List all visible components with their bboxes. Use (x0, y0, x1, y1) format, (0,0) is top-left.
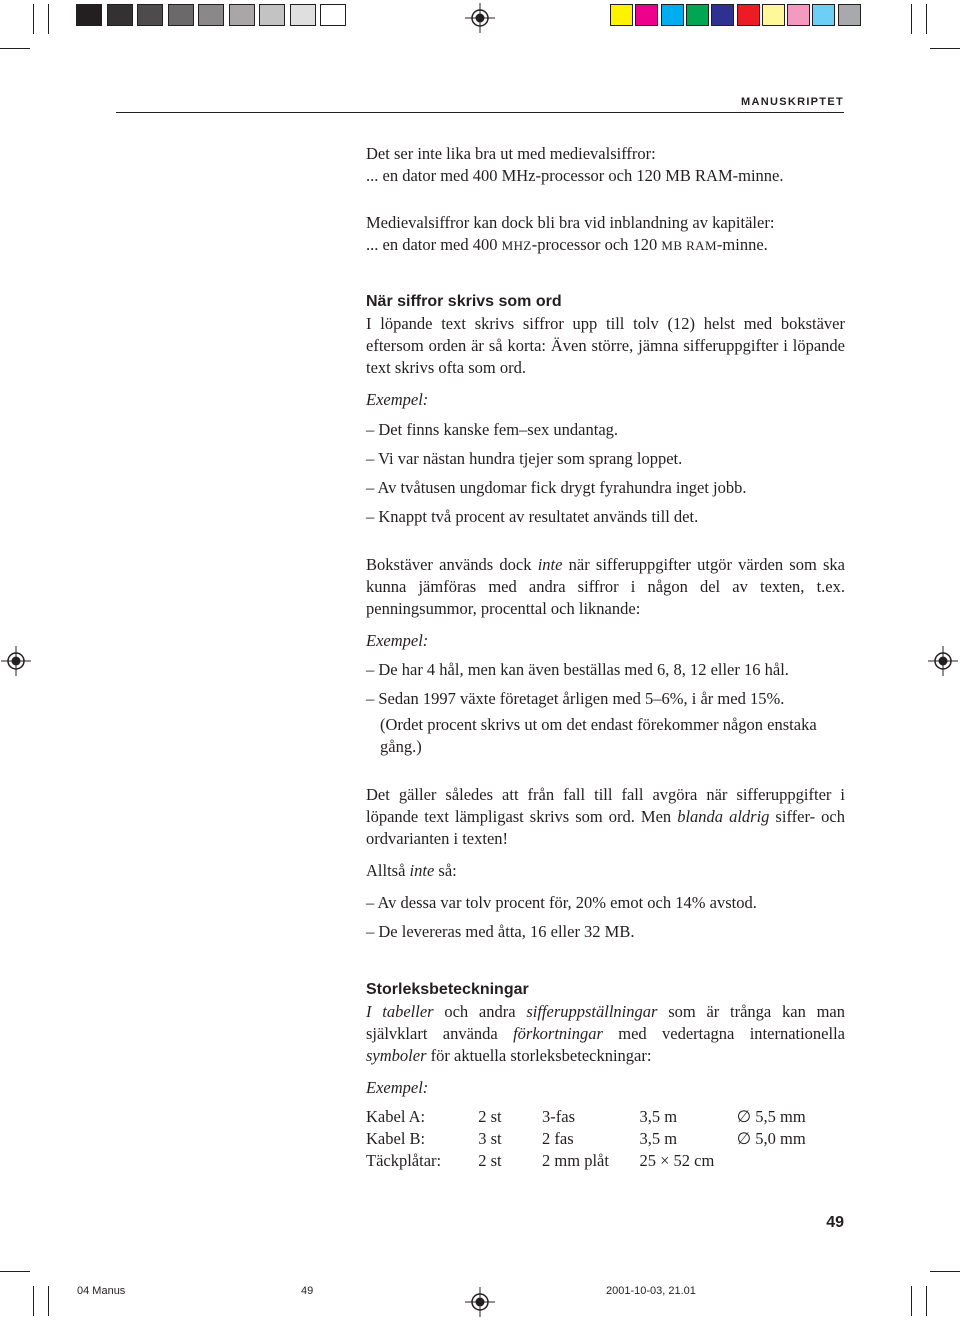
table-cell (737, 1150, 845, 1172)
trim-mark (911, 1286, 912, 1316)
slug-page-number: 49 (301, 1285, 314, 1297)
table-row (366, 1128, 845, 1150)
gray-swatch (259, 4, 285, 26)
gray-swatch (76, 4, 102, 26)
body-text: Alltså inte så: (366, 861, 457, 880)
registration-mark-icon (1, 646, 31, 676)
table-cell: ∅ 5,5 mm (736, 1107, 806, 1126)
table-cell: 3 st (478, 1129, 502, 1148)
table-cell: 3,5 m (639, 1107, 678, 1126)
running-header: MANUSKRIPTET (741, 96, 844, 108)
main-text-column (366, 143, 845, 1172)
trim-mark (911, 4, 912, 34)
example-item: – Knappt två procent av resultatet används till det. (366, 507, 699, 526)
slug-datetime: 2001-10-03, 21.01 (606, 1285, 696, 1297)
body-paragraph: Det gäller således att från fall till fall avgöra när sifferuppgifter i löpande text lämpligast skrivs som ord. Men blanda aldrig siffer- och ordvarianten i texten! (366, 785, 845, 848)
gray-swatch (290, 4, 316, 26)
example-note: (Ordet procent skrivs ut om det endast förekommer någon enstaka gång.) (380, 715, 817, 756)
table-cell: 2 mm plåt (542, 1151, 609, 1170)
color-swatch (787, 4, 810, 26)
example-label: Exempel: (366, 631, 429, 650)
body-paragraph: I löpande text skrivs siffror upp till tolv (12) helst med bokstäver eftersom orden är så korta: Även större, jämna sifferuppgifter i löpande text skrivs ofta som ord. (366, 314, 845, 377)
body-text: ... en dator med 400 MHZ-processor och 120 MB RAM-minne. (366, 235, 768, 254)
header-rule (116, 112, 844, 113)
gray-swatch (107, 4, 133, 26)
gray-swatch (320, 4, 346, 26)
table-cell: Kabel A: (366, 1107, 426, 1126)
color-swatch (737, 4, 760, 26)
table-cell: 3,5 m (639, 1129, 678, 1148)
body-text: ... en dator med 400 MHz-processor och 120 MB RAM-minne. (366, 166, 784, 185)
body-paragraph: Bokstäver används dock inte när sifferuppgifter utgör värden som ska kunna jämföras med andra siffror i någon del av texten, t.ex. penningsummor, procenttal och liknande: (366, 555, 845, 618)
body-paragraph: I tabeller och andra sifferuppställningar som är trånga kan man självklart använda förkortningar med vedertagna internationella symboler för aktuella storleksbeteckningar: (366, 1002, 846, 1065)
registration-mark-icon (465, 3, 495, 33)
table-row (366, 1106, 845, 1128)
crop-mark (0, 48, 30, 49)
crop-mark (33, 4, 34, 34)
crop-mark (0, 1271, 30, 1272)
example-item: – Det finns kanske fem–sex undantag. (366, 420, 619, 439)
table-cell: Kabel B: (366, 1129, 426, 1148)
color-swatch (635, 4, 658, 26)
table-cell: 25 × 52 cm (639, 1151, 715, 1170)
example-item: – De har 4 hål, men kan även beställas med 6, 8, 12 eller 16 hål. (366, 660, 789, 679)
table-cell: ∅ 5,0 mm (736, 1129, 806, 1148)
registration-mark-icon (928, 646, 958, 676)
table-cell: 2 st (478, 1151, 502, 1170)
table-cell: Täckplåtar: (366, 1151, 442, 1170)
body-text: Medievalsiffror kan dock bli bra vid inblandning av kapitäler: (366, 213, 775, 232)
crop-mark (930, 48, 960, 49)
section-heading: Storleksbeteckningar (366, 981, 529, 998)
gray-swatch (168, 4, 194, 26)
example-item: – Av tvåtusen ungdomar fick drygt fyrahundra inget jobb. (366, 478, 747, 497)
table-cell: 2 st (478, 1107, 502, 1126)
trim-mark (48, 1286, 49, 1316)
trim-mark (48, 4, 49, 34)
gray-swatch (198, 4, 224, 26)
body-text: Det ser inte lika bra ut med medievalsiffror: (366, 144, 656, 163)
section-heading: När siffror skrivs som ord (366, 293, 562, 310)
color-swatch (762, 4, 785, 26)
color-swatch (686, 4, 709, 26)
crop-mark (930, 1271, 960, 1272)
color-swatch (610, 4, 633, 26)
table-cell: 3-fas (542, 1107, 576, 1126)
example-item: – Av dessa var tolv procent för, 20% emot och 14% avstod. (366, 893, 757, 912)
color-swatch (661, 4, 684, 26)
gray-swatch (137, 4, 163, 26)
example-label: Exempel: (366, 1078, 429, 1097)
example-label: Exempel: (366, 390, 429, 409)
slug-file-name: 04 Manus (77, 1285, 126, 1297)
example-item: – De levereras med åtta, 16 eller 32 MB. (366, 922, 635, 941)
color-swatch (838, 4, 861, 26)
registration-mark-icon (465, 1287, 495, 1317)
size-table (366, 1106, 845, 1172)
crop-mark (926, 4, 927, 34)
table-row (366, 1150, 845, 1172)
crop-mark (33, 1286, 34, 1316)
color-swatch (711, 4, 734, 26)
example-item: – Sedan 1997 växte företaget årligen med 5–6%, i år med 15%. (366, 689, 785, 708)
table-cell: 2 fas (542, 1129, 574, 1148)
example-item: – Vi var nästan hundra tjejer som sprang loppet. (366, 449, 683, 468)
gray-swatch (229, 4, 255, 26)
color-swatch (812, 4, 835, 26)
page-number: 49 (826, 1214, 844, 1231)
crop-mark (926, 1286, 927, 1316)
